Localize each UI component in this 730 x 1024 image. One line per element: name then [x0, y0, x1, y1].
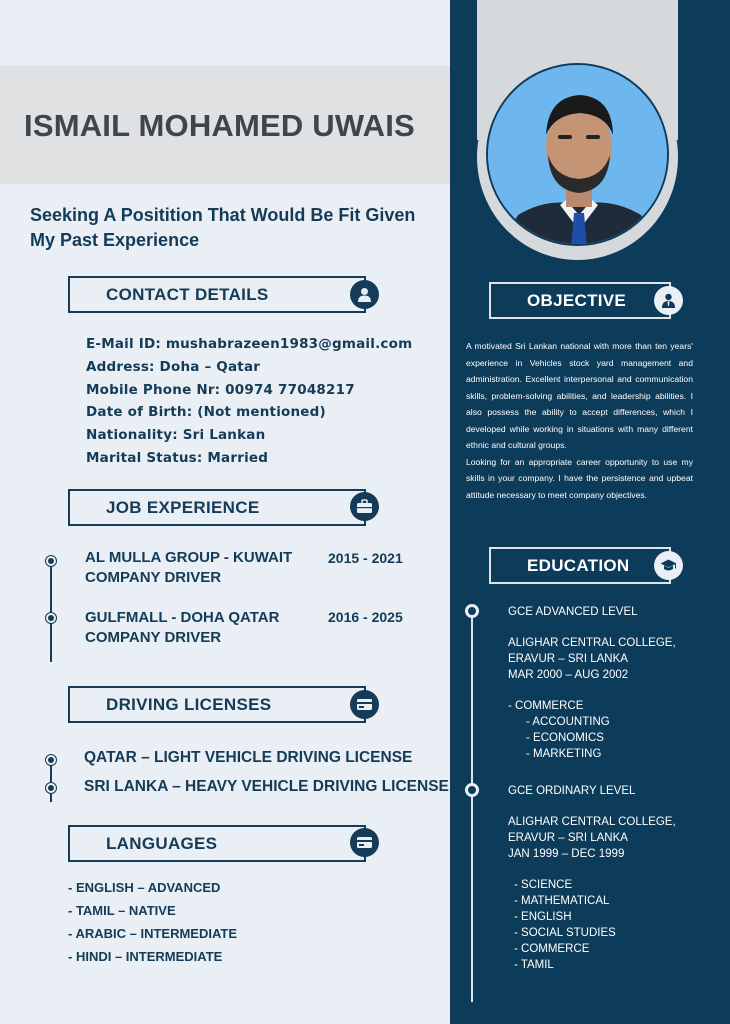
graduation-cap-icon — [654, 551, 683, 580]
objective-title: OBJECTIVE — [527, 291, 627, 310]
education-place: ERAVUR – SRI LANKA — [508, 832, 628, 844]
education-subject: - MARKETING — [526, 748, 602, 760]
objective-paragraph: Looking for an appropriate career opportunity to use my skills in your company. I have the persistence and upbeat attitude necessary to meet company objectives. — [466, 456, 693, 500]
job-timeline-dot — [46, 556, 56, 566]
license-card-icon — [350, 690, 379, 719]
contact-address: Address: Doha – Qatar — [86, 358, 261, 375]
job-years: 2016 - 2025 — [328, 609, 403, 625]
job-company: GULFMALL - DOHA QATAR — [85, 609, 280, 626]
contact-list — [86, 336, 412, 473]
contact-email: E-Mail ID: mushabrazeen1983@gmail.com — [86, 336, 413, 352]
objective-text — [466, 338, 693, 503]
education-subject: - SOCIAL STUDIES — [514, 927, 616, 939]
user-icon — [350, 280, 379, 309]
language-item: - TAMIL – NATIVE — [68, 903, 176, 918]
education-level: GCE ORDINARY LEVEL — [508, 785, 636, 797]
driving-licenses-title: DRIVING LICENSES — [106, 695, 272, 714]
job-company: AL MULLA GROUP - KUWAIT — [85, 549, 293, 566]
license-item: QATAR – LIGHT VEHICLE DRIVING LICENSE — [84, 749, 413, 766]
profile-photo — [486, 63, 669, 246]
job-role: COMPANY DRIVER — [85, 629, 222, 646]
briefcase-icon — [350, 492, 379, 521]
job-item — [85, 608, 279, 648]
job-role: COMPANY DRIVER — [85, 569, 222, 586]
education-school: ALIGHAR CENTRAL COLLEGE, — [508, 816, 676, 828]
license-timeline-dot — [46, 755, 56, 765]
license-timeline-dot — [46, 783, 56, 793]
person-badge-icon — [654, 286, 683, 315]
contact-marital: Marital Status: Married — [86, 449, 269, 466]
language-card-icon — [350, 828, 379, 857]
education-subject: - ACCOUNTING — [526, 716, 610, 728]
contact-dob: Date of Birth: (Not mentioned) — [86, 404, 326, 421]
job-years: 2015 - 2021 — [328, 550, 403, 566]
education-item — [508, 604, 676, 762]
objective-paragraph: A motivated Sri Lankan national with more than ten years' experience in Vehicles stock yard management and administration. Excellent interpersonal and communication skills, problem-solving abilities, and leadership abilities. I also possess the ability to accept differences, which I developed while working in situations with many different ethnic and cultural groups. — [466, 341, 693, 450]
education-timeline-dot — [465, 604, 479, 618]
job-experience-title: JOB EXPERIENCE — [106, 498, 260, 517]
education-stream: - COMMERCE — [508, 700, 584, 712]
objective-header — [489, 282, 671, 319]
education-item — [508, 783, 676, 973]
language-item: - ARABIC – INTERMEDIATE — [68, 926, 237, 941]
contact-nationality: Nationality: Sri Lankan — [86, 427, 266, 444]
contact-phone: Mobile Phone Nr: 00974 77048217 — [86, 381, 355, 398]
tagline: Seeking A Positition That Would Be Fit Given My Past Experience — [30, 205, 416, 250]
languages-title: LANGUAGES — [106, 834, 218, 853]
language-item: - HINDI – INTERMEDIATE — [68, 949, 223, 964]
education-dates: MAR 2000 – AUG 2002 — [508, 669, 629, 681]
job-item — [85, 548, 292, 588]
education-subject: - ENGLISH — [514, 911, 572, 923]
education-subject: - MATHEMATICAL — [514, 895, 610, 907]
education-subject: - SCIENCE — [514, 879, 573, 891]
driving-licenses-header — [68, 686, 366, 723]
education-title: EDUCATION — [527, 556, 630, 575]
contact-details-header — [68, 276, 366, 313]
education-level: GCE ADVANCED LEVEL — [508, 606, 638, 618]
job-timeline-line — [50, 556, 52, 662]
education-timeline-dot — [465, 783, 479, 797]
education-subject: - TAMIL — [514, 959, 554, 971]
contact-details-title: CONTACT DETAILS — [106, 285, 269, 304]
candidate-name: ISMAIL MOHAMED UWAIS — [24, 108, 415, 143]
education-school: ALIGHAR CENTRAL COLLEGE, — [508, 637, 676, 649]
education-dates: JAN 1999 – DEC 1999 — [508, 848, 625, 860]
education-timeline-line — [471, 606, 473, 1002]
education-subject: - ECONOMICS — [526, 732, 604, 744]
job-experience-header — [68, 489, 366, 526]
language-list — [68, 880, 237, 972]
language-item: - ENGLISH – ADVANCED — [68, 880, 221, 895]
languages-header — [68, 825, 366, 862]
education-header — [489, 547, 671, 584]
education-place: ERAVUR – SRI LANKA — [508, 653, 628, 665]
education-subject: - COMMERCE — [514, 943, 590, 955]
license-item: SRI LANKA – HEAVY VEHICLE DRIVING LICENSE — [84, 778, 449, 795]
job-timeline-dot — [46, 613, 56, 623]
